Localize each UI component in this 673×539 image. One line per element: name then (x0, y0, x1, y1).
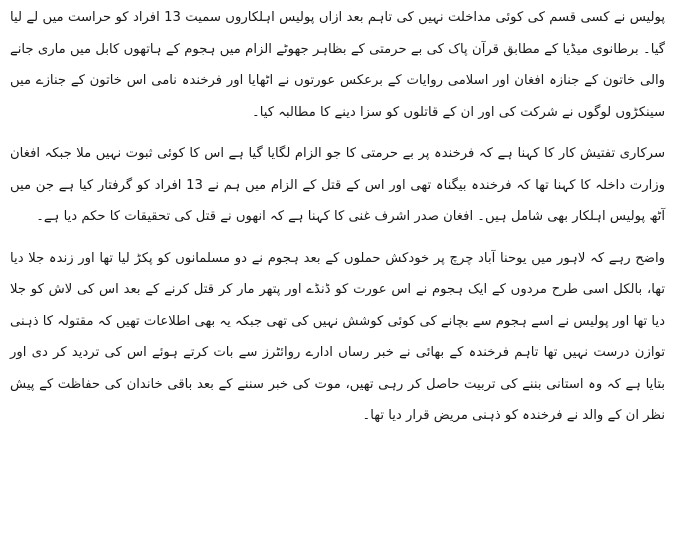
article-paragraph-2: سرکاری تفتیش کار کا کہنا ہے کہ فرخندہ پر بے حرمتی کا جو الزام لگایا گیا ہے اس کا کوئی ثبوت نہیں ملا جبکہ افغان وزارت داخلہ کا کہنا تھا کہ فرخندہ بیگناہ تھی اور اس کے قتل کے الزام میں ہم نے 13 افراد کو گرفتار کیا ہے جن میں آٹھ پولیس اہلکار بھی شامل ہیں۔ افغان صدر اشرف غنی کا کہنا ہے کہ انھوں نے قتل کی تحقیقات کا حکم دیا ہے۔ (10, 146, 665, 224)
article-body (10, 2, 665, 442)
article-paragraph-1: پولیس نے کسی قسم کی کوئی مداخلت نہیں کی تاہم بعد ازاں پولیس اہلکاروں سمیت 13 افراد کو حراست میں لے لیا گیا۔ برطانوی میڈیا کے مطابق قرآن پاک کی بے حرمتی کے بظاہر جھوٹے الزام میں ہجوم کے ہاتھوں کابل میں ماری جانے والی خاتون کے جنازہ افغان اور اسلامی روایات کے برعکس عورتوں نے اٹھایا اور فرخندہ نامی اس خاتون کے جنازے میں سینکڑوں لوگوں نے شرکت کی اور ان کے قاتلوں کو سزا دینے کا مطالبہ کیا۔ (10, 10, 665, 120)
article-paragraph-3: واضح رہے کہ لاہور میں یوحنا آباد چرچ پر خودکش حملوں کے بعد ہجوم نے دو مسلمانوں کو پکڑ لیا تھا اور زندہ جلا دیا تھا، بالکل اسی طرح مردوں کے ایک ہجوم نے اس عورت کو ڈنڈے اور پتھر مار کر قتل کرنے کے بعد اس کی لاش کو جلا دیا تھا اور پولیس نے اسے ہجوم سے بچانے کی کوئی کوشش نہیں کی تھی جبکہ یہ بھی اطلاعات تھیں کہ مقتولہ کا ذہنی توازن درست نہیں تھا تاہم فرخندہ کے بھائی نے خبر رساں ادارے روائٹرز سے بات کرتے ہوئے اس کی تردید کر دی اور بتایا ہے کہ وہ استانی بننے کی تربیت حاصل کر رہی تھیں، موت کی خبر سننے کے بعد باقی خاندان کی حفاظت کے پیش نظر ان کے والد نے فرخندہ کو ذہنی مریض قرار دیا تھا۔ (10, 250, 665, 423)
